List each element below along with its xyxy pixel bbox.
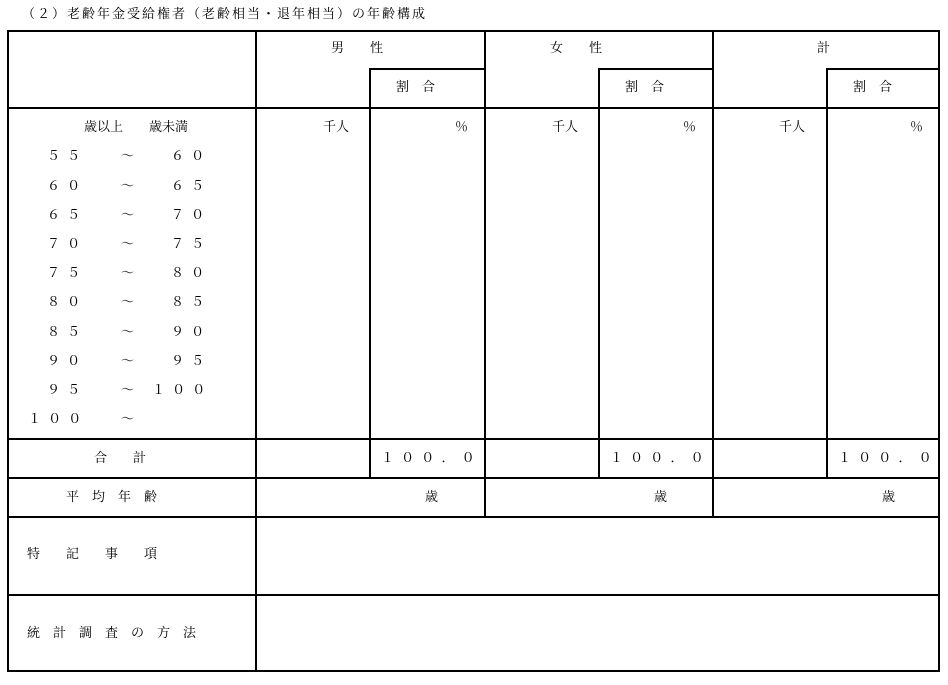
age-tilde: ～ [121, 179, 135, 194]
age-from: ５５ [47, 149, 88, 164]
age-tilde: ～ [121, 149, 135, 164]
divider [7, 594, 940, 596]
divider [826, 68, 828, 478]
male-average-age-unit: 歳 [425, 490, 439, 505]
age-to: ９５ [171, 354, 212, 369]
female-average-age-unit: 歳 [654, 490, 668, 505]
divider [255, 30, 257, 672]
divider [7, 516, 940, 518]
divider [484, 30, 486, 517]
age-to: ９０ [171, 325, 212, 340]
average-age-label: 平 均 年 齢 [66, 490, 158, 505]
age-from: ６０ [47, 179, 88, 194]
total-ratio-header: 割 合 [853, 80, 893, 95]
female-ratio-total: １００．０ [610, 451, 711, 466]
female-count-unit: 千人 [552, 120, 579, 135]
divider [712, 30, 714, 517]
age-from: ７５ [47, 266, 88, 281]
divider [7, 438, 940, 440]
female-percent-unit: ％ [683, 120, 697, 135]
page-title: （２）老齢年金受給権者（老齢相当・退年相当）の年齢構成 [22, 7, 428, 22]
age-tilde: ～ [121, 295, 135, 310]
age-tilde: ～ [121, 383, 135, 398]
age-tilde: ～ [121, 208, 135, 223]
age-tilde: ～ [121, 237, 135, 252]
male-header: 男 性 [331, 41, 384, 56]
total-count-unit: 千人 [779, 120, 806, 135]
male-percent-unit: ％ [455, 120, 469, 135]
age-from: ８０ [47, 295, 88, 310]
age-to: ７５ [171, 237, 212, 252]
age-from: １００ [28, 412, 89, 427]
age-from: ８５ [47, 325, 88, 340]
divider [369, 68, 484, 70]
method-label: 統 計 調 査 の 方 法 [27, 626, 197, 641]
age-to: ８０ [171, 266, 212, 281]
age-from: ６５ [47, 208, 88, 223]
divider [598, 68, 712, 70]
age-tilde: ～ [121, 266, 135, 281]
notes-label: 特 記 事 項 [27, 547, 158, 562]
female-header: 女 性 [550, 41, 603, 56]
total-average-age-unit: 歳 [882, 490, 896, 505]
age-range-unit: 歳以上 歳未満 [84, 120, 189, 135]
total-percent-unit: ％ [910, 120, 924, 135]
total-header: 計 [817, 41, 831, 56]
age-to: １００ [152, 383, 213, 398]
divider [7, 477, 940, 479]
age-tilde: ～ [121, 325, 135, 340]
age-to: ７０ [171, 208, 212, 223]
divider [369, 68, 371, 478]
age-tilde: ～ [121, 412, 135, 427]
male-count-unit: 千人 [323, 120, 350, 135]
age-from: ９５ [47, 383, 88, 398]
divider [826, 68, 940, 70]
female-ratio-header: 割 合 [625, 80, 665, 95]
age-from: ７０ [47, 237, 88, 252]
age-to: ８５ [171, 295, 212, 310]
total-row-label: 合 計 [94, 451, 147, 466]
divider [7, 107, 940, 109]
age-tilde: ～ [121, 354, 135, 369]
male-ratio-total: １００．０ [381, 451, 482, 466]
age-from: ９０ [47, 354, 88, 369]
divider [598, 68, 600, 478]
male-ratio-header: 割 合 [396, 80, 436, 95]
age-to: ６５ [171, 179, 212, 194]
age-to: ６０ [171, 149, 212, 164]
total-ratio-total: １００．０ [838, 451, 939, 466]
